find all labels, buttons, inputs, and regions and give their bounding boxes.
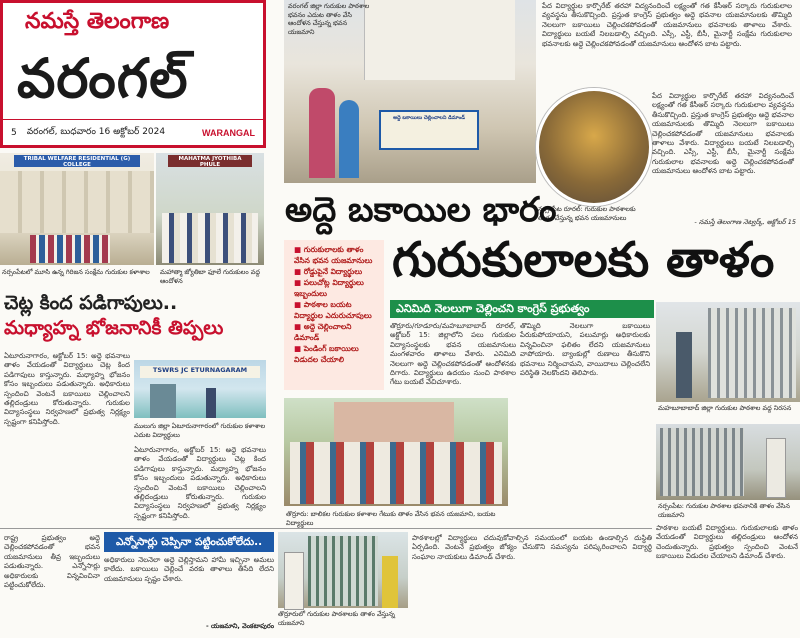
people-group [162, 213, 258, 263]
building-columns [0, 171, 154, 233]
bottom-quote-credit: - యజమాని, వెంకటాపురం [206, 622, 274, 630]
left-photo-1 [0, 153, 154, 265]
bottom-body-mid: అధికారులు నెలనెలా అద్దె చెల్లిస్తామని హామీ ఇచ్చినా అమలు కాలేదు. బకాయిలు చెల్లించే వరకు తాళాలు తీసేది లేదని యజమానులు స్పష్టం చేశారు. [104, 556, 274, 583]
gurukul-sign: MAHATMA JYOTHIBA PHULE [168, 155, 252, 167]
bottom-photo [278, 532, 408, 608]
bottom-heading: ఎన్నోసార్లు చెప్పినా పట్టించుకోలేదు.. [104, 532, 274, 552]
right-lower-photo-1 [656, 302, 800, 402]
gate [308, 536, 378, 606]
article2-photo-caption: ములుగు జిల్లా ఏటూరునాగారంలో గురుకుల కళాశాల ఎదుట విద్యార్థులు [134, 422, 266, 439]
highlight-item: ■ పెండింగ్ బకాయిలు విడుదల చేయాలి [294, 343, 378, 365]
right-top-block [536, 0, 800, 235]
right-column-credit: - నమస్తే తెలంగాణ నెట్వర్క్, అక్టోబర్ 15 [694, 218, 796, 226]
main-headline: గురుకులాలకు తాళం [392, 232, 775, 288]
doorway [150, 384, 176, 418]
top-protest-photo [284, 0, 536, 183]
bottom-body-right: పాఠశాలల్లో విద్యార్థులు చదువుకోవాల్సిన సమయంలో బయట ఉండాల్సిన దుస్థితి ఏర్పడింది. వెంటనే ప్రభుత్వం జోక్యం చేసుకొని సమస్యను పరిష్కరించాలని విద్యార్థి సంఘాల నాయకులు డిమాండ్ చేశారు. [412, 534, 652, 561]
highlight-item: ■ పాఠశాల బయట విద్యార్థుల ఎదురుచూపులు [294, 299, 378, 321]
left-photo-2 [156, 153, 264, 265]
dateline: వరంగల్, బుధవారం 16 అక్టోబర్ 2024 [26, 126, 166, 137]
right-photo-caption: నర్సంపేట రూరల్: గురుకుల పాఠశాలకు తాళం వేస్తున్న భవన యజమానులు [538, 205, 636, 222]
right-lower-photo-2 [656, 424, 800, 500]
right-lower-photo-1-caption: మహబూబాబాద్ జిల్లా గురుకుల పాఠశాల వద్ద నిరసన [658, 404, 792, 412]
person-figure [382, 556, 398, 608]
right-lower-photo-2-caption: నర్సంపేట: గురుకుల పాఠశాల భవనానికి తాళం వేసిన యజమాని [658, 502, 790, 519]
college-sign: TRIBAL WELFARE RESIDENTIAL (G) COLLEGE [14, 155, 140, 167]
center-body-b: తొమ్మిది నెలలుగా బకాయిలు పేరుకుపోయాయని, పలుమార్లు అధికారులకు విన్నవించినా ఫలితం లేదని యజమానులు వాపోయారు. బ్యాంకుల్లో రుణాలు తీసుకొని భవనాలు నిర్మించామని, వాయిదాలు చెల్లించలేని పరిస్థితి నెలకొందని తెలిపారు. [520, 322, 650, 378]
building-facade [334, 402, 454, 442]
masthead-dateline-bar [3, 119, 263, 145]
right-lower-body: పాఠశాల బయటే విద్యార్థులు. గురుకులాలకు తాళం వేయడంతో విద్యార్థులు తల్లిదండ్రులు ఆందోళన చెందుతున్నారు. ప్రభుత్వం స్పందించి వెంటనే బకాయిలు విడుదల చేయాలని డిమాండ్ చేశారు. [656, 524, 798, 561]
building-shape [364, 0, 515, 80]
top-photo-caption: వరంగల్ జిల్లా గురుకుల పాఠశాల భవనం ఎదుట తాళం వేసి ఆందోళన చేస్తున్న భవన యజమాని [288, 2, 370, 36]
left-photo-1-caption: నర్సంపేటలో మూసి ఉన్న గిరిజన సంక్షేమ గురుకుల కళాశాల [2, 268, 150, 276]
article2-heading2: మధ్యాహ్న భోజనానికీ తిప్పలు [4, 317, 224, 339]
people-row [290, 442, 502, 504]
article2-photo [134, 360, 266, 418]
protest-banner: అద్దె బకాయిలు చెల్లించాలని డిమాండ్ [379, 110, 479, 150]
center-body-a: తొర్రూరు/గూడూరు/మహబూబాబాద్ రూరల్, అక్టోబర్ 15: జిల్లాలోని పలు గురుకుల విద్యాసంస్థలకు భవన యజమానులు మంగళవారం తాళాలు వేశారు. ఎనిమిది నెలలుగా అద్దె చెల్లించకపోవడంతో ఆందోళనకు దిగారు. విద్యార్థులు ఉదయం నుంచి పాఠశాల గేటు బయటే వేచిచూశారు. [390, 322, 516, 387]
center-photo-caption: తొర్రూరు: బాలికల గురుకుల కళాశాల గేటుకు తాళం వేసిన భవన యజమాని, బయట విద్యార్థులు [286, 510, 496, 527]
right-column-text: పేద విద్యార్థుల కార్పొరేట్ తరహా విద్యనందించే లక్ష్యంతో గత కేసీఆర్ సర్కారు గురుకులాల వ్యవస్థను తీసుకొచ్చింది. ప్రస్తుత కాంగ్రెస్ ప్రభుత్వం అద్దె భవనాల యజమానులకు తొమ్మిది నెలలుగా బకాయిలు చెల్లించకపోవడంతో యజమానులు భవనాలకు తాళాలు వేశారు. విద్యార్థులు బయటే నిలబడాల్సి వచ్చింది. ఎస్సీ, ఎస్టీ, బీసీ, మైనార్టీ సంక్షేమ గురుకులాల భవనాలకు అద్దె చెల్లించకపోవడంతో యజమానులు ఆందోళన బాట పట్టారు. [542, 2, 792, 48]
edition-name: WARANGAL [202, 127, 255, 138]
center-photo [284, 398, 508, 506]
bottom-photo-caption: తొర్రూరులో గురుకుల పాఠశాలకు తాళం వేస్తున్న యజమాని [278, 610, 395, 627]
masthead-title: వరంగల్ [17, 47, 189, 110]
person-figure [766, 438, 786, 498]
masthead [0, 0, 266, 148]
section-divider [0, 528, 652, 529]
highlight-item: ■ అద్దె చెల్లించాలని డిమాండ్ [294, 321, 378, 343]
masthead-tagline: నమస్తే తెలంగాణ [25, 9, 170, 34]
highlight-item: ■ రోడ్డుపైనే విద్యార్థులు [294, 266, 378, 277]
highlights-box [284, 240, 384, 390]
right-column-text-2: పేద విద్యార్థుల కార్పొరేట్ తరహా విద్యనందించే లక్ష్యంతో గత కేసీఆర్ సర్కారు గురుకులాల వ్యవస్థను తీసుకొచ్చింది. ప్రస్తుత కాంగ్రెస్ ప్రభుత్వం అద్దె భవనాల యజమానులకు తొమ్మిది నెలలుగా బకాయిలు చెల్లించకపోవడంతో యజమానులు భవనాలకు తాళాలు వేశారు. విద్యార్థులు బయటే నిలబడాల్సి వచ్చింది. ఎస్సీ, ఎస్టీ, బీసీ, మైనార్టీ సంక్షేమ గురుకులాల భవనాలకు అద్దె చెల్లించకపోవడంతో యజమానులు ఆందోళన బాట పట్టారు. [652, 92, 794, 176]
article2-body-2: ఏటూరునాగారం, అక్టోబర్ 15: అద్దె భవనాలు తాళం వేయడంతో విద్యార్థులు చెట్ల కింద పడిగాపులు కాస్తున్నారు. మధ్యాహ్న భోజనం కోసం ఇబ్బందులు పడుతున్నారు. అధికారులు స్పందించి వెంటనే బకాయిలు చెల్లించాలని తల్లిదండ్రులు కోరుతున్నారు. గురుకుల విద్యాసంస్థలు నిర్వహణలో ప్రభుత్వ నిర్లక్ష్యం స్పష్టంగా కనిపిస్తోంది. [134, 446, 266, 520]
right-round-photo [536, 88, 652, 206]
gate [708, 308, 796, 398]
person-figure [206, 388, 216, 418]
person-figure [339, 100, 359, 178]
overline-headline: అద్దె బకాయిల భారం [285, 190, 557, 230]
subhead-banner: ఎనిమిది నెలలుగా చెల్లించని కాంగ్రెస్ ప్రభుత్వం [390, 300, 654, 318]
bottom-body-left: రాష్ట్ర ప్రభుత్వం అద్దె చెల్లించకపోవడంతో భవన యజమానులు తీవ్ర ఇబ్బందులు పడుతున్నారు. ఎన్నోసార్లు అధికారులకు విన్నవించినా పట్టించుకోలేదు. [4, 534, 100, 590]
page-number: 5 [11, 127, 17, 138]
school-sign: TSWRS JC ETURNAGARAM [140, 366, 260, 378]
left-photo-2-caption: మహాత్మా జ్యోతిబా ఫూలే గురుకులం వద్ద ఆందోళన [160, 268, 260, 285]
highlight-item: ■ పలుచోట్ల విద్యార్థులు ఇబ్బందులు [294, 277, 378, 299]
gate [660, 428, 744, 496]
article2-heading1: చెట్ల కింద పడిగాపులు.. [4, 292, 178, 314]
people-group [30, 235, 110, 263]
person-figure [676, 332, 692, 398]
highlight-item: ■ గురుకులాలకు తాళం వేసిన భవన యజమానులు [294, 244, 378, 266]
person-figure [309, 88, 335, 178]
person-figure [284, 552, 304, 610]
article2-body: ఏటూరునాగారం, అక్టోబర్ 15: అద్దె భవనాలు తాళం వేయడంతో విద్యార్థులు చెట్ల కింద పడిగాపులు కాస్తున్నారు. మధ్యాహ్న భోజనం కోసం ఇబ్బందులు పడుతున్నారు. అధికారులు స్పందించి వెంటనే బకాయిలు చెల్లించాలని తల్లిదండ్రులు కోరుతున్నారు. గురుకుల విద్యాసంస్థలు నిర్వహణలో ప్రభుత్వ నిర్లక్ష్యం స్పష్టంగా కనిపిస్తోంది. [4, 352, 130, 426]
